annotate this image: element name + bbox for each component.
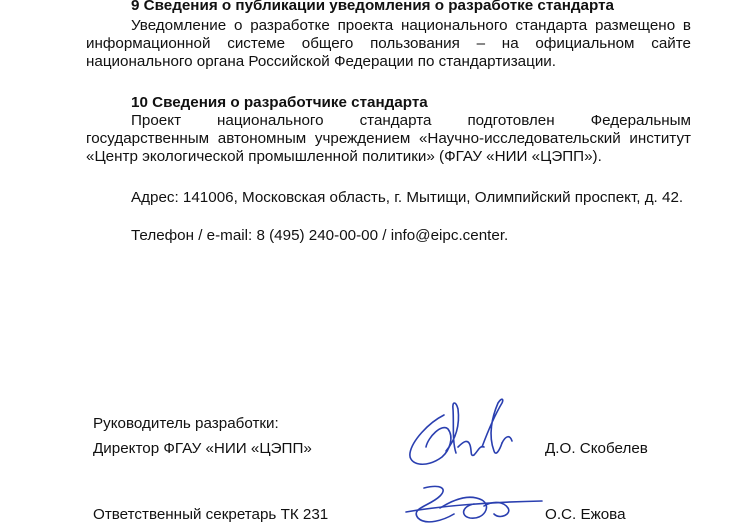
section-10-paragraph: Проект национального стандарта подготовлен Федеральным государственным автономным учреждением «Научно-исследовательский институт «Центр экологической промышленной политики» (ФГАУ «НИИ «ЦЭПП»).	[86, 112, 691, 165]
director-name: Д.О. Скобелев	[545, 440, 648, 457]
section-9-heading: 9 Сведения о публикации уведомления о разработке стандарта	[131, 0, 614, 14]
contacts-text: Телефон / e-mail: 8 (495) 240-00-00 / info@eipc.center.	[131, 227, 509, 244]
secretary-signature	[400, 478, 550, 528]
address-text: Адрес: 141006, Московская область, г. Мытищи, Олимпийский проспект, д. 42.	[131, 189, 684, 206]
director-position: Директор ФГАУ «НИИ «ЦЭПП»	[93, 440, 312, 457]
section-9-paragraph: Уведомление о разработке проекта национального стандарта размещено в информационной системе общего пользования – на официальном сайте национального органа Российской Федерации по стандартизации.	[86, 17, 691, 70]
head-title: Руководитель разработки:	[93, 415, 279, 432]
secretary-name: О.С. Ежова	[545, 506, 626, 523]
director-signature	[398, 395, 528, 475]
secretary-position: Ответственный секретарь ТК 231	[93, 506, 329, 523]
section-10-heading: 10 Сведения о разработчике стандарта	[131, 94, 428, 111]
